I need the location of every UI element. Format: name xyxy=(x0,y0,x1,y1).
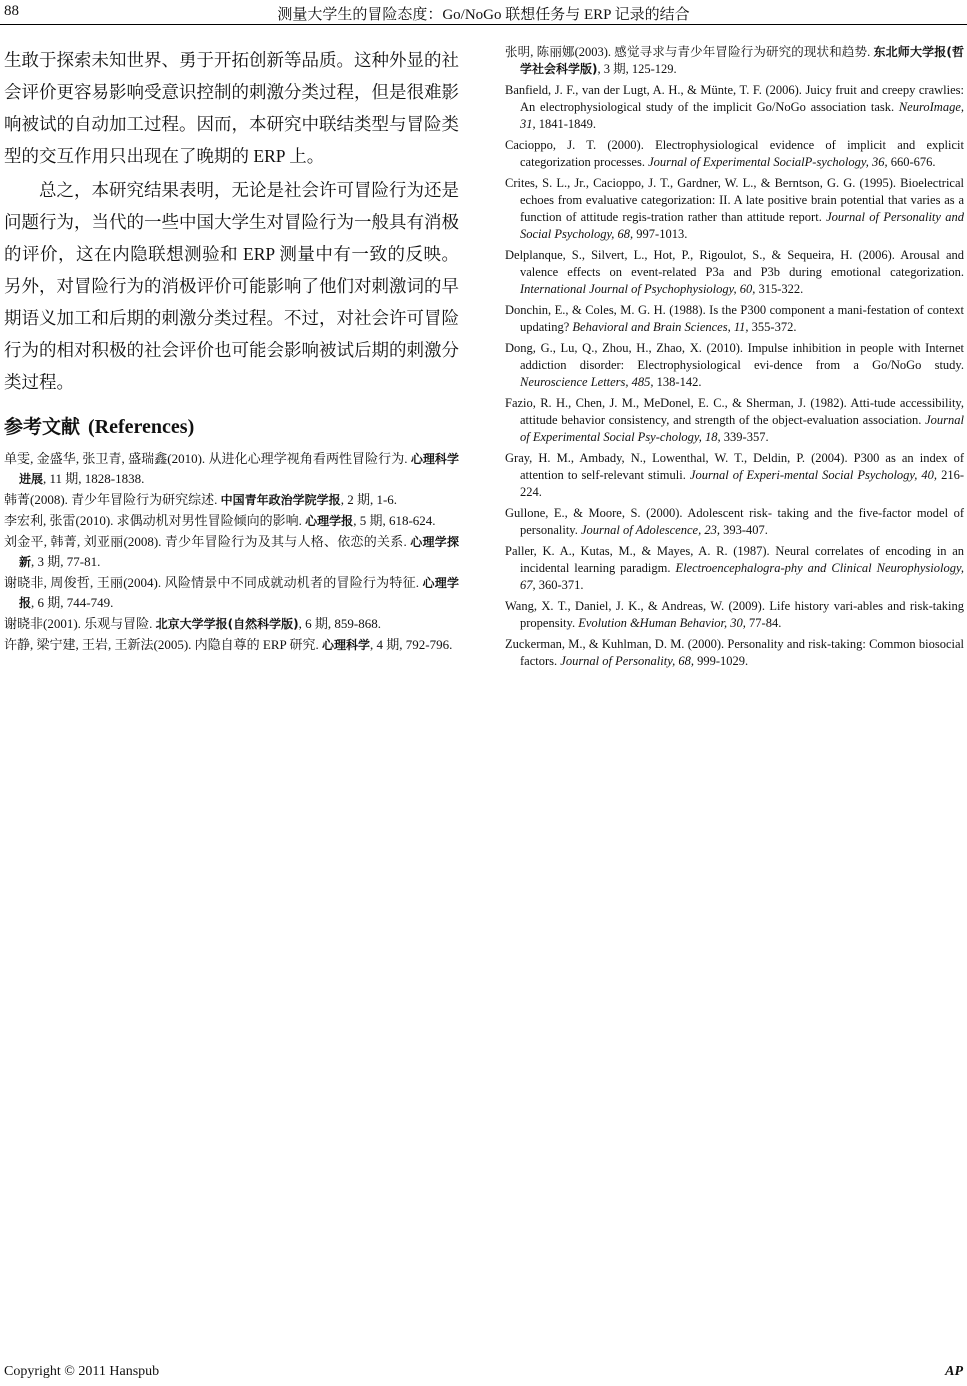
reference-entry xyxy=(4,635,459,655)
reference-journal: Journal of Adolescence, 23, xyxy=(580,523,720,537)
running-title: 测量大学生的冒险态度：Go/NoGo 联想任务与 ERP 记录的结合 xyxy=(277,7,690,23)
reference-authors-title: Crites, S. L., Jr., Cacioppo, J. T., Gardner, W. L., & Berntson, G. G. (1995). Bioelectrical echoes from evaluative categorization: II. A late positive brain potential that varies as a function of attitude regis-tration rather than attitude report. xyxy=(505,176,964,224)
reference-entry xyxy=(505,505,964,539)
reference-journal: NeuroImage, 31, xyxy=(520,100,964,131)
right-column xyxy=(505,44,964,674)
reference-entry xyxy=(4,573,459,613)
reference-entry xyxy=(505,598,964,632)
references-heading xyxy=(4,412,459,439)
reference-pages: 138-142. xyxy=(653,375,702,389)
reference-pages: 1841-1849. xyxy=(535,117,597,131)
reference-pages: , 4 期, 792-796. xyxy=(370,637,453,652)
reference-entry xyxy=(505,302,964,336)
reference-authors-title: 韩菁(2008). 青少年冒险行为研究综述. xyxy=(4,492,221,507)
reference-authors-title: 单雯, 金盛华, 张卫青, 盛瑞鑫(2010). 从进化心理学视角看两性冒险行为. xyxy=(4,451,411,466)
page-header xyxy=(0,0,967,26)
reference-authors-title: Wang, X. T., Daniel, J. K., & Andreas, W. (2009). Life history vari-ables and risk-taking propensity. xyxy=(505,599,964,630)
reference-pages: , 11 期, 1828-1838. xyxy=(43,471,145,486)
reference-authors-title: Paller, K. A., Kutas, M., & Mayes, A. R. (1987). Neural correlates of encoding in an incidental learning paradigm. xyxy=(505,544,964,575)
reference-pages: 355-372. xyxy=(748,320,797,334)
reference-authors-title: Fazio, R. H., Chen, J. M., MeDonel, E. C., & Sherman, J. (1982). Atti-tude accessibility, attitude behavior consistency, and strength of the object-evaluation association. xyxy=(505,396,964,427)
reference-authors-title: Cacioppo, J. T. (2000). Electrophysiological evidence of implicit and explicit categorization processes. xyxy=(505,138,964,169)
references-heading-zh: 参考文献 xyxy=(4,416,81,438)
reference-authors-title: 张明, 陈丽娜(2003). 感觉寻求与青少年冒险行为研究的现状和趋势. xyxy=(505,45,874,59)
references-heading-en: (References) xyxy=(88,416,195,438)
copyright-notice: Copyright © 2011 Hanspub xyxy=(4,1364,160,1379)
reference-authors-title: 谢晓非(2001). 乐观与冒险. xyxy=(4,616,156,631)
reference-entry xyxy=(505,137,964,171)
reference-journal: Evolution &Human Behavior, 30, xyxy=(578,616,746,630)
body-paragraph: 总之，本研究结果表明，无论是社会许可冒险行为还是问题行为，当代的一些中国大学生对冒险行为一般具有消极的评价，这在内隐联想测验和 ERP 测量中有一致的反映。另外，对冒险行为的消极评价可能影响了他们对刺激词的早期语义加工和后期的刺激分类过程。不过，对社会许可冒险行为的相对积极的社会评价也可能会影响被试后期的刺激分类过程。 xyxy=(4,180,459,392)
reference-pages: , 6 期, 859-868. xyxy=(298,616,381,631)
reference-journal: Journal of Experimental Social Psy-chology, 18, xyxy=(520,413,964,444)
reference-journal: Behavioral and Brain Sciences, 11, xyxy=(572,320,749,334)
reference-authors-title: Donchin, E., & Coles, M. G. H. (1988). Is the P300 component a mani-festation of context updating? xyxy=(505,303,964,334)
reference-authors-title: Gullone, E., & Moore, S. (2000). Adolescent risk- taking and the five-factor model of personality. xyxy=(505,506,964,537)
reference-journal: 心理科学 xyxy=(322,638,371,652)
reference-authors-title: Zuckerman, M., & Kuhlman, D. M. (2000). Personality and risk-taking: Common biosocial factors. xyxy=(505,637,964,668)
reference-journal: Journal of Personality and Social Psychology, 68, xyxy=(520,210,964,241)
reference-pages: 77-84. xyxy=(745,616,782,630)
reference-pages: 360-371. xyxy=(535,578,584,592)
reference-journal: Neuroscience Letters, 485, xyxy=(520,375,654,389)
reference-authors-title: 李宏利, 张雷(2010). 求偶动机对男性冒险倾向的影响. xyxy=(4,513,306,528)
reference-authors-title: Gray, H. M., Ambady, N., Lowenthal, W. T., Deldin, P. (2004). P300 as an index of attention to self-relevant stimuli. xyxy=(505,451,964,482)
reference-journal: Journal of Personality, 68, xyxy=(560,654,694,668)
body-paragraph: 生敢于探索未知世界、勇于开拓创新等品质。这种外显的社会评价更容易影响受意识控制的刺激分类过程，但是很难影响被试的自动加工过程。因而，本研究中联结类型与冒险类型的交互作用只出现在了晚期的 ERP 上。 xyxy=(4,50,459,166)
reference-authors-title: Dong, G., Lu, Q., Zhou, H., Zhao, X. (2010). Impulse inhibition in people with Internet addiction disorder: Electrophysiological evi-dence from a Go/NoGo study. xyxy=(505,341,964,372)
reference-entry xyxy=(505,44,964,78)
reference-pages: , 3 期, 77-81. xyxy=(31,554,101,569)
reference-entry xyxy=(4,614,459,634)
reference-pages: 216-224. xyxy=(520,468,965,499)
reference-pages: 997-1013. xyxy=(633,227,688,241)
reference-journal: 东北师大学报(哲学社会科学版) xyxy=(520,45,964,76)
reference-authors-title: Delplanque, S., Silvert, L., Hot, P., Rigoulot, S., & Sequeira, H. (2006). Arousal and valence effects on event-related P3a and P3b during emotional categorization. xyxy=(505,248,964,279)
reference-entry xyxy=(505,636,964,670)
reference-pages: 393-407. xyxy=(719,523,768,537)
reference-authors-title: 刘金平, 韩菁, 刘亚丽(2008). 青少年冒险行为及其与人格、依恋的关系. xyxy=(4,534,411,549)
reference-entry xyxy=(505,340,964,391)
reference-entry xyxy=(4,511,459,531)
reference-authors-title: 许静, 梁宁建, 王岩, 王新法(2005). 内隐自尊的 ERP 研究. xyxy=(4,637,323,652)
reference-entry xyxy=(4,490,459,510)
reference-pages: 660-676. xyxy=(887,155,936,169)
reference-journal: 心理学探新 xyxy=(19,535,459,569)
reference-pages: , 5 期, 618-624. xyxy=(353,513,436,528)
reference-list-left xyxy=(4,449,459,655)
reference-entry xyxy=(505,395,964,446)
left-column xyxy=(4,44,459,656)
reference-authors-title: Banfield, J. F., van der Lugt, A. H., & Münte, T. F. (2006). Juicy fruit and creepy crawlies: An electrophysiological study of the implicit Go/NoGo association task. xyxy=(505,83,964,114)
reference-pages: 999-1029. xyxy=(693,654,749,668)
reference-entry xyxy=(4,532,459,572)
reference-pages: , 3 期, 125-129. xyxy=(597,62,677,76)
reference-pages: , 6 期, 744-749. xyxy=(31,595,114,610)
reference-list-right xyxy=(505,44,964,670)
reference-journal: 北京大学学报(自然科学版) xyxy=(155,617,299,631)
reference-journal: 中国青年政治学院学报 xyxy=(220,493,341,507)
reference-journal: International Journal of Psychophysiology, 60, xyxy=(520,282,756,296)
reference-journal: Electroencephalogra-phy and Clinical Neurophysiology, 67, xyxy=(520,561,964,592)
reference-journal: Journal of Experimental SocialP-sychology, 36, xyxy=(648,155,888,169)
journal-abbreviation: AP xyxy=(945,1364,963,1379)
reference-journal: Journal of Experi-mental Social Psychology, 40, xyxy=(689,468,938,482)
reference-entry xyxy=(505,543,964,594)
reference-journal: 心理学报 xyxy=(19,576,459,610)
reference-entry xyxy=(505,247,964,298)
reference-authors-title: 谢晓非, 周俊哲, 王丽(2004). 风险情景中不同成就动机者的冒险行为特征. xyxy=(4,575,423,590)
reference-entry xyxy=(505,175,964,243)
reference-journal: 心理学报 xyxy=(305,514,354,528)
header-rule xyxy=(0,24,967,25)
page-number: 88 xyxy=(4,3,19,19)
reference-pages: 339-357. xyxy=(720,430,769,444)
reference-entry xyxy=(505,82,964,133)
reference-journal: 心理科学进展 xyxy=(19,452,459,486)
reference-entry xyxy=(505,450,964,501)
reference-entry xyxy=(4,449,459,489)
reference-pages: 315-322. xyxy=(755,282,804,296)
reference-pages: , 2 期, 1-6. xyxy=(340,492,398,507)
